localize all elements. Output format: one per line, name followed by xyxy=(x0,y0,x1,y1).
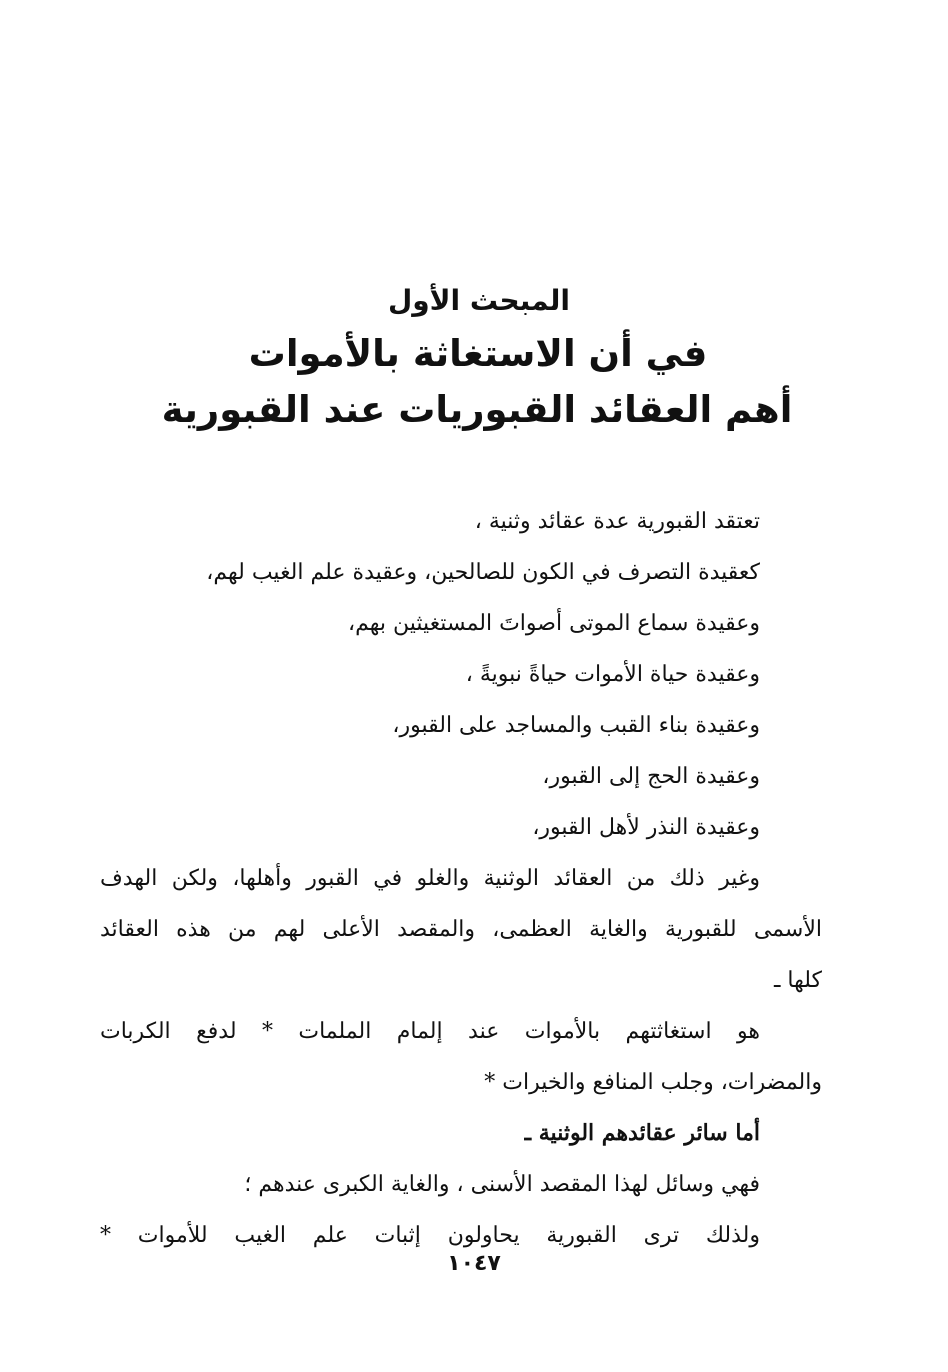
text-line: أما سائر عقائدهم الوثنية ـ xyxy=(524,1120,760,1146)
text-line: هو استغاثتهم بالأموات عند إلمام الملمات * لدفع الكربات xyxy=(100,1019,760,1044)
text-line: كلها ـ xyxy=(773,968,822,993)
text-line: وعقيدة حياة الأموات حياةً نبويةً ، xyxy=(465,662,760,687)
text-line: ولذلك ترى القبورية يحاولون إثبات علم الغيب للأموات * xyxy=(100,1223,760,1248)
text-line: فهي وسائل لهذا المقصد الأسنى ، والغاية الكبرى عندهم ؛ xyxy=(244,1172,760,1197)
text-line: وعقيدة النذر لأهل القبور، xyxy=(532,815,760,840)
text-line: وغير ذلك من العقائد الوثنية والغلو في القبور وأهلها، ولكن الهدف xyxy=(100,866,760,891)
page-number: ١٠٤٧ xyxy=(447,1251,501,1276)
text-line: كعقيدة التصرف في الكون للصالحين، وعقيدة علم الغيب لهم، xyxy=(206,560,760,585)
section-subtitle: في أن الاستغاثة بالأموات xyxy=(248,332,708,375)
text-line: والمضرات، وجلب المنافع والخيرات * xyxy=(484,1070,822,1095)
chapter-heading: أهم العقائد القبوريات عند القبورية xyxy=(161,388,793,431)
section-title: المبحث الأول xyxy=(387,284,571,317)
body-paragraphs xyxy=(100,496,822,1261)
section-heading xyxy=(0,282,948,438)
text-line: تعتقد القبورية عدة عقائد وثنية ، xyxy=(474,509,760,534)
text-line: وعقيدة الحج إلى القبور، xyxy=(542,764,760,789)
text-line: وعقيدة سماع الموتى أصواتَ المستغيثين بهم، xyxy=(348,611,760,636)
text-line: الأسمى للقبورية والغاية العظمى، والمقصد الأعلى لهم من هذه العقائد xyxy=(100,917,822,942)
text-line: وعقيدة بناء القبب والمساجد على القبور، xyxy=(392,713,760,738)
